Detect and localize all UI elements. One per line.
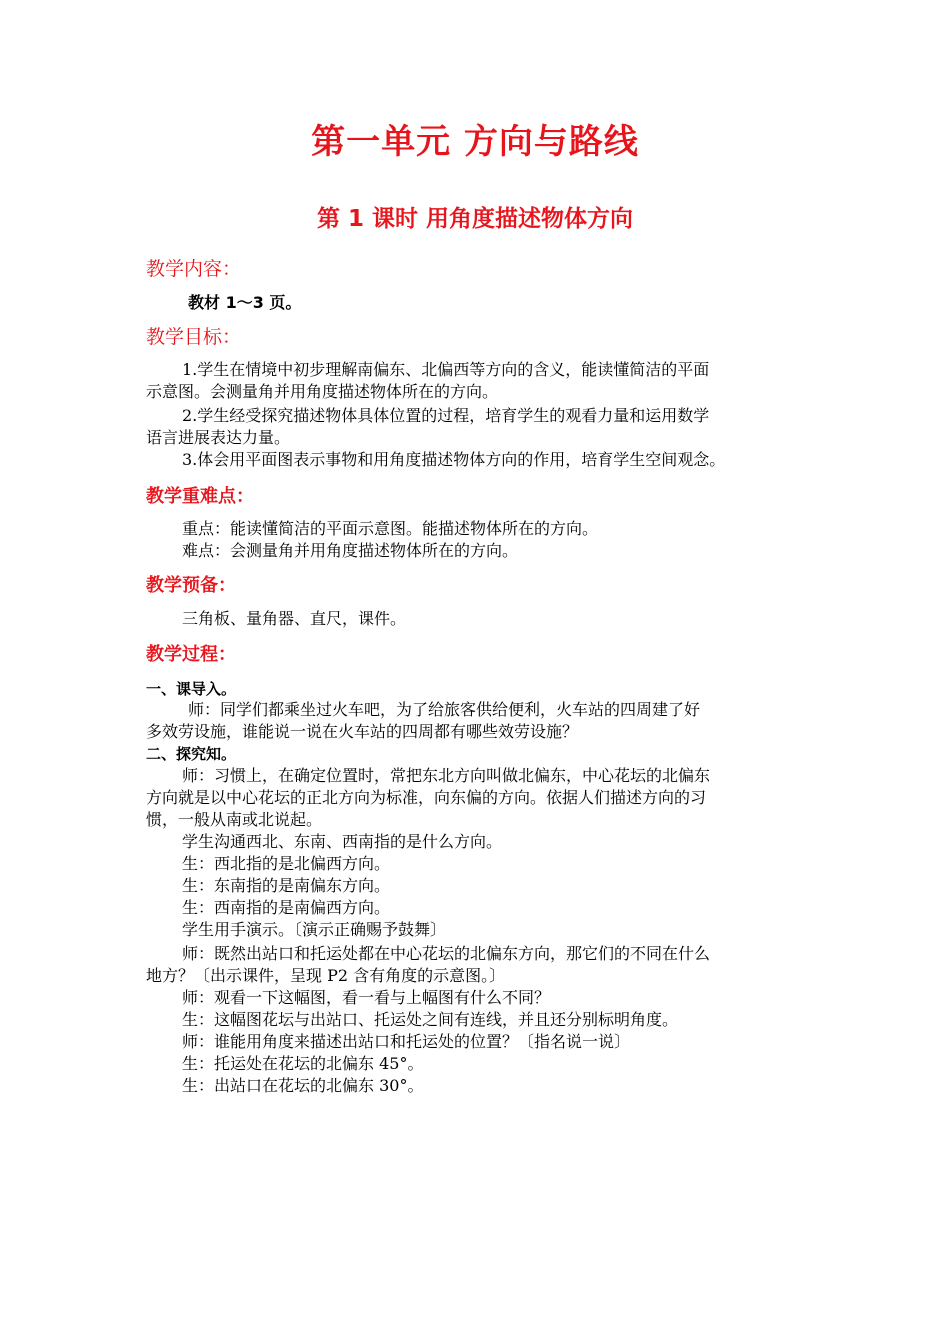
preparation-text: 三角板、量角器、直尺，课件。 — [182, 609, 407, 628]
process-line: 生：这幅图花坛与出站口、托运处之间有连线，并且还分别标明角度。 — [182, 1010, 679, 1029]
goal-line: 3.体会用平面图表示事物和用角度描述物体方向的作用，培育学生空间观念。 — [182, 450, 726, 469]
process-line: 生：托运处在花坛的北偏东 45°。 — [182, 1054, 424, 1073]
goal-line: 示意图。会测量角并用角度描述物体所在的方向。 — [146, 382, 499, 401]
lesson-title: 第 1 课时 用角度描述物体方向 — [316, 206, 634, 232]
process-line: 学生沟通西北、东南、西南指的是什么方向。 — [182, 832, 503, 851]
process-line: 多效劳设施，谁能说一说在火车站的四周都有哪些效劳设施？ — [146, 722, 579, 741]
process-line: 学生用手演示。〔演示正确赐予鼓舞〕 — [182, 920, 447, 939]
section-heading-process: 教学过程： — [146, 644, 236, 665]
process-line: 师：观看一下这幅图，看一看与上幅图有什么不同？ — [182, 988, 551, 1007]
section-heading-preparation: 教学预备： — [146, 575, 236, 596]
process-line: 地方？〔出示课件，呈现 P2 含有角度的示意图。〕 — [146, 966, 506, 985]
process-line: 师：同学们都乘坐过火车吧，为了给旅客供给便利，火车站的四周建了好 — [188, 700, 701, 719]
section-heading-goals: 教学目标： — [146, 326, 242, 348]
goal-line: 2.学生经受探究描述物体具体位置的过程，培育学生的观看力量和运用数学 — [182, 406, 710, 425]
goal-line: 1.学生在情境中初步理解南偏东、北偏西等方向的含义，能读懂简洁的平面 — [182, 360, 710, 379]
process-line: 惯，一般从南或北说起。 — [146, 810, 323, 829]
process-line: 生：出站口在花坛的北偏东 30°。 — [182, 1076, 424, 1095]
process-line: 师：谁能用角度来描述出站口和托运处的位置？〔指名说一说〕 — [182, 1032, 631, 1051]
content-text: 教材 1～3 页。 — [188, 293, 302, 312]
goal-line: 语言进展表达力量。 — [146, 428, 291, 447]
process-line: 师：习惯上，在确定位置时，常把东北方向叫做北偏东，中心花坛的北偏东 — [182, 766, 711, 785]
process-line: 师：既然出站口和托运处都在中心花坛的北偏东方向，那它们的不同在什么 — [182, 944, 711, 963]
key-point-line: 重点：能读懂简洁的平面示意图。能描述物体所在的方向。 — [182, 519, 599, 538]
process-line: 生：西北指的是北偏西方向。 — [182, 854, 391, 873]
section-heading-content: 教学内容： — [146, 258, 242, 280]
key-point-line: 难点：会测量角并用角度描述物体所在的方向。 — [182, 541, 519, 560]
process-line: 生：西南指的是南偏西方向。 — [182, 898, 391, 917]
section-heading-key-points: 教学重难点： — [146, 486, 254, 507]
process-line: 方向就是以中心花坛的正北方向为标准，向东偏的方向。依据人们描述方向的习 — [146, 788, 707, 807]
process-part2-heading: 二、探究知。 — [146, 745, 237, 763]
process-part1-heading: 一、课导入。 — [146, 680, 237, 698]
unit-title: 第一单元 方向与路线 — [311, 122, 639, 162]
process-line: 生：东南指的是南偏东方向。 — [182, 876, 391, 895]
